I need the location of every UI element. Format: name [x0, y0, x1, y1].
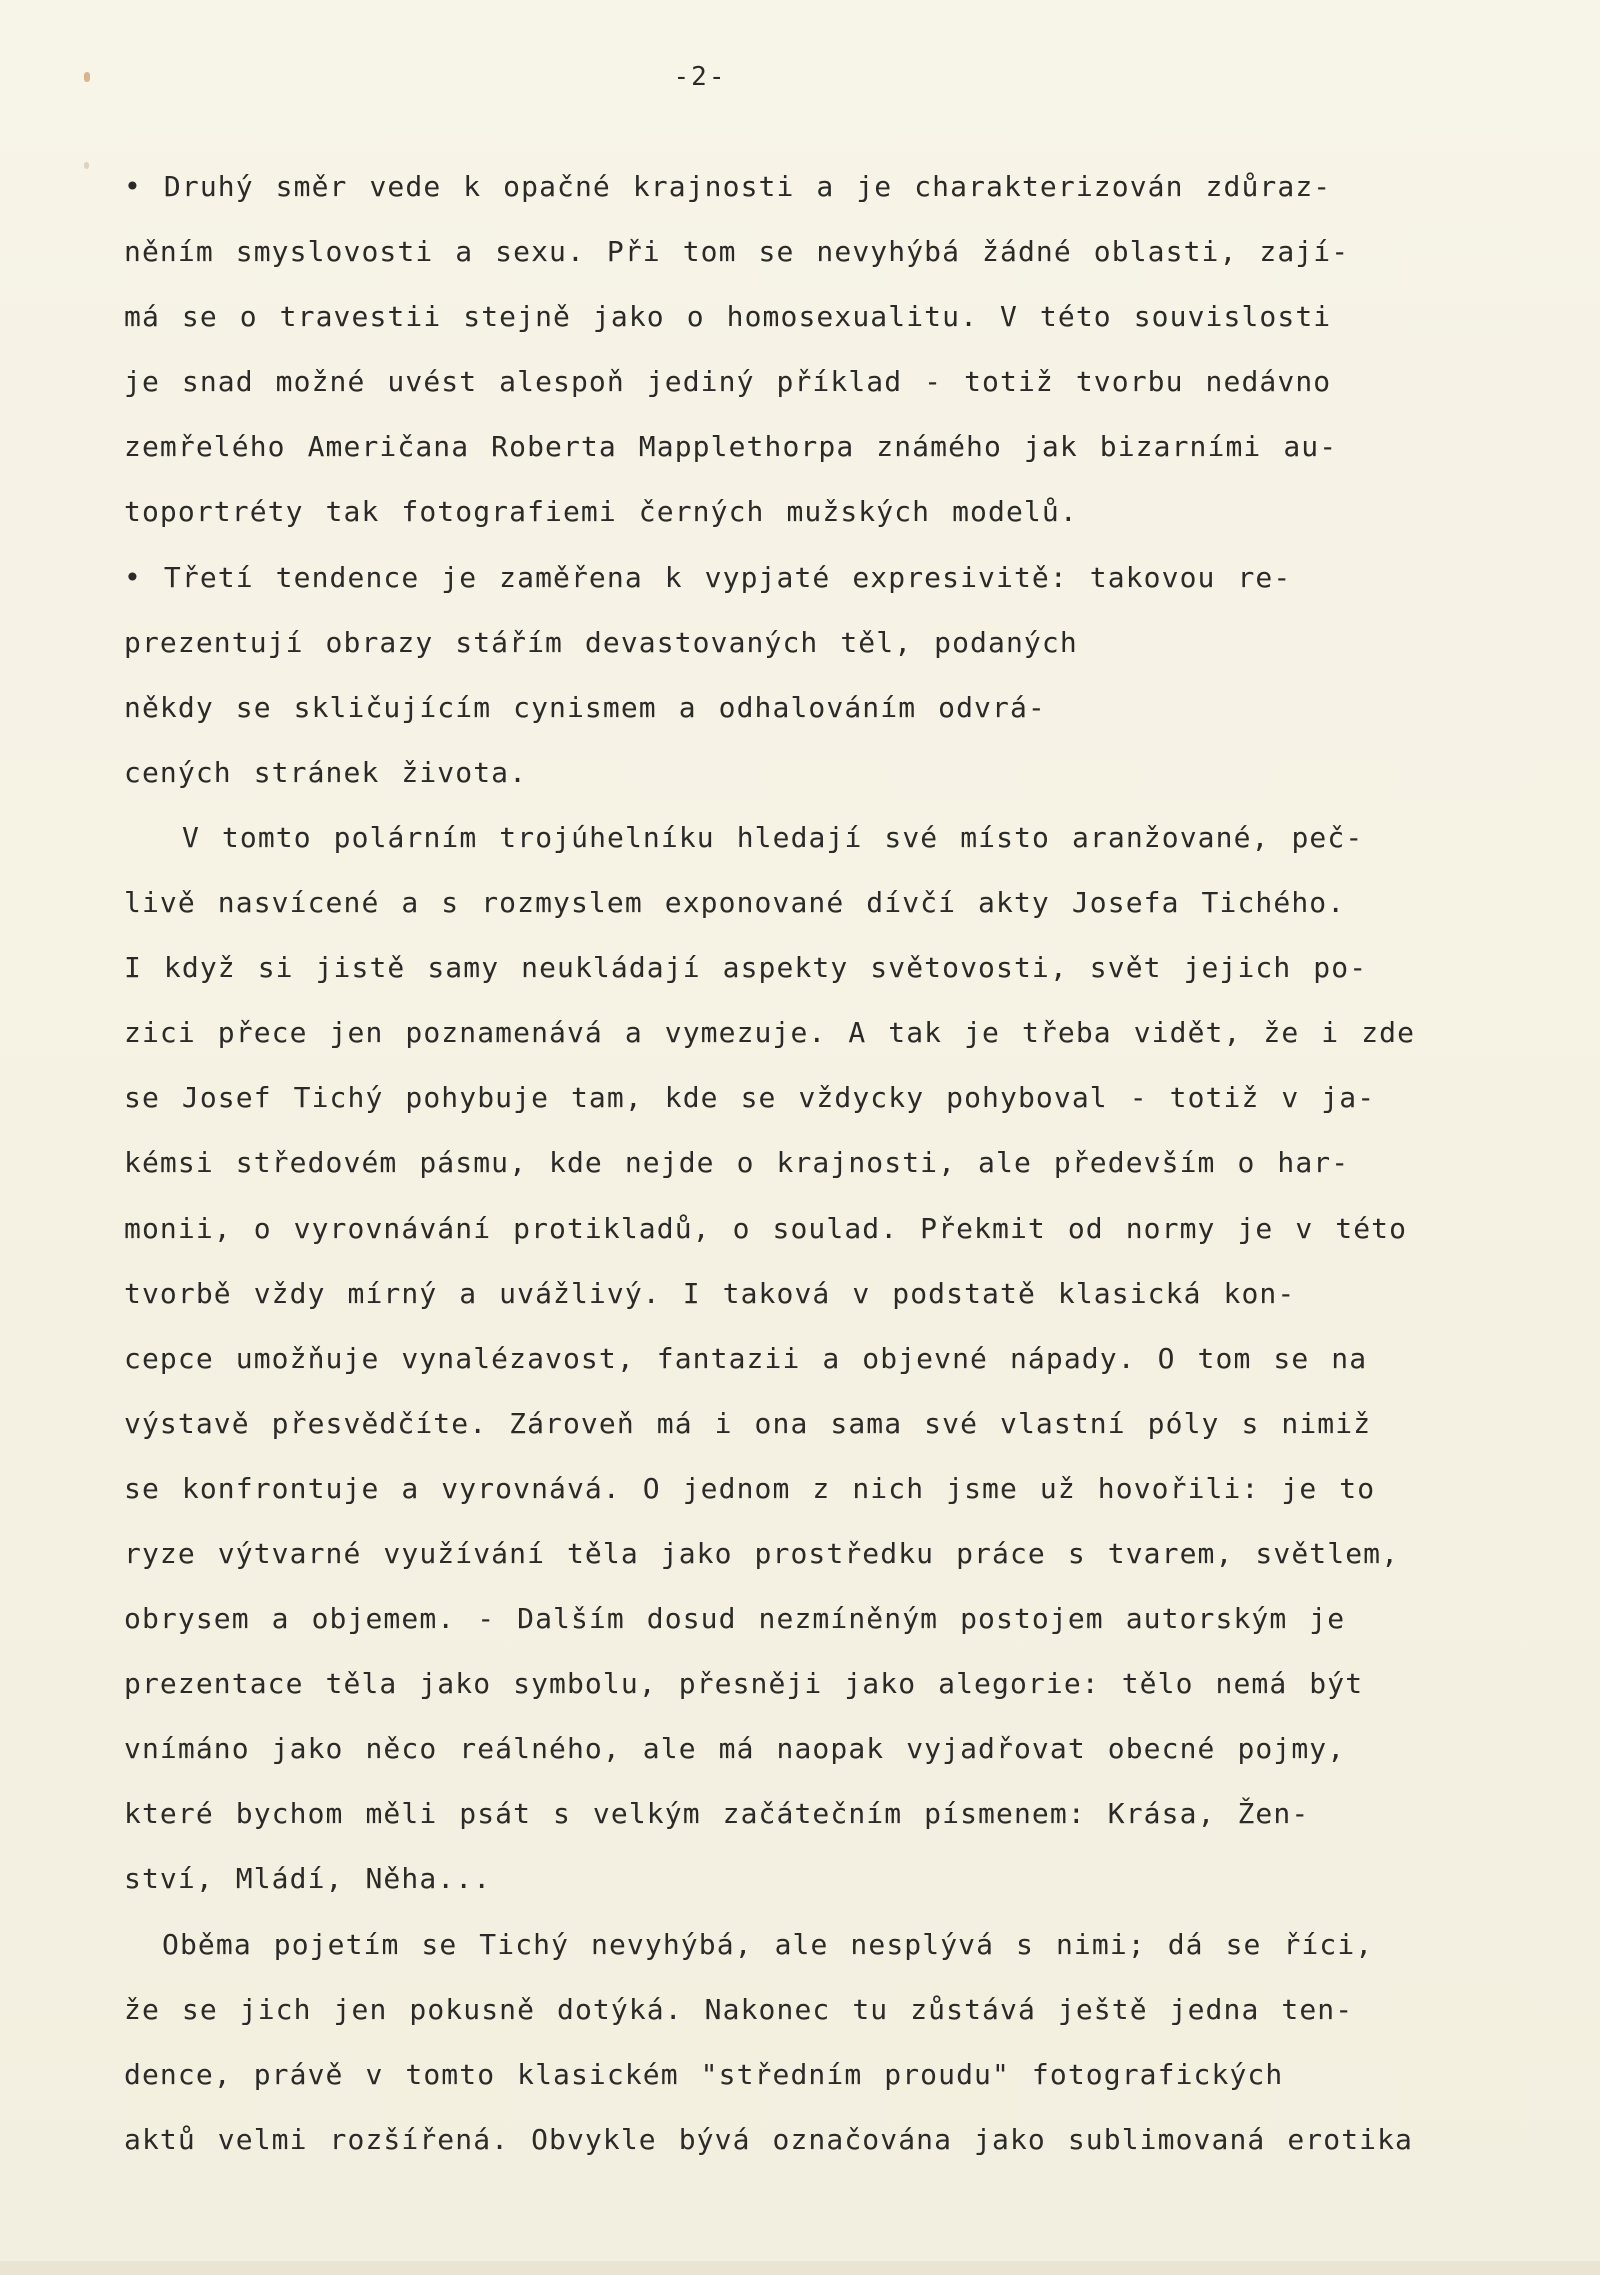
text-line: cených stránek života. [124, 755, 528, 789]
text-line: cepce umožňuje vynalézavost, fantazii a objevné nápady. O tom se na [124, 1341, 1368, 1375]
text-line: • Třetí tendence je zaměřena k vypjaté expresivitě: takovou re- [124, 560, 1292, 594]
text-line: zemřelého Američana Roberta Mapplethorpa známého jak bizarními au- [124, 430, 1338, 464]
text-line: výstavě přesvědčíte. Zároveň má i ona sama své vlastní póly s nimiž [124, 1406, 1372, 1440]
text-line: • Druhý směr vede k opačné krajnosti a je charakterizován zdůraz- [124, 170, 1332, 203]
text-line: zici přece jen poznamenává a vymezuje. A tak je třeba vidět, že i zde [124, 1016, 1416, 1050]
paper-speck [84, 162, 89, 169]
typewritten-text [124, 154, 1524, 2172]
text-line: kémsi středovém pásmu, kde nejde o krajnosti, ale především o har- [124, 1146, 1350, 1180]
text-line: monii, o vyrovnávání protikladů, o soulad. Překmit od normy je v této [124, 1211, 1408, 1245]
text-line: ryze výtvarné využívání těla jako prostředku práce s tvarem, světlem, [124, 1536, 1400, 1570]
text-line: vnímáno jako něco reálného, ale má naopak vyjadřovat obecné pojmy, [124, 1732, 1346, 1766]
text-line: aktů velmi rozšířená. Obvykle bývá označována jako sublimovaná erotika [124, 2122, 1414, 2156]
text-line: něním smyslovosti a sexu. Při tom se nevyhýbá žádné oblasti, zají- [124, 235, 1350, 269]
text-line: Oběma pojetím se Tichý nevyhýbá, ale nesplývá s nimi; dá se říci, [162, 1927, 1374, 1961]
text-line: někdy se skličujícím cynismem a odhalováním odvrá- [124, 690, 1046, 724]
text-line: obrysem a objemem. - Dalším dosud nezmíněným postojem autorským je [124, 1602, 1346, 1636]
text-line: které bychom měli psát s velkým začátečním písmenem: Krása, Žen- [124, 1797, 1310, 1831]
page-number: -2- [673, 62, 727, 92]
text-line: je snad možné uvést alespoň jediný příklad - totiž tvorbu nedávno [124, 365, 1332, 399]
text-line: se konfrontuje a vyrovnává. O jednom z nich jsme už hovořili: je to [124, 1471, 1376, 1505]
text-line: tvorbě vždy mírný a uvážlivý. I taková v podstatě klasická kon- [124, 1276, 1296, 1310]
text-line: má se o travestii stejně jako o homosexualitu. V této souvislosti [124, 300, 1332, 334]
scan-bottom-edge [0, 2261, 1600, 2275]
text-line: dence, právě v tomto klasickém "středním proudu" fotografických [124, 2057, 1284, 2091]
text-line: se Josef Tichý pohybuje tam, kde se vždycky pohyboval - totiž v ja- [124, 1081, 1376, 1115]
text-line: ství, Mládí, Něha... [124, 1862, 492, 1896]
text-line: V tomto polárním trojúhelníku hledají své místo aranžované, peč- [182, 820, 1364, 854]
text-line: livě nasvícené a s rozmyslem exponované dívčí akty Josefa Tichého. [124, 886, 1346, 920]
text-line: toportréty tak fotografiemi černých mužských modelů. [124, 495, 1078, 529]
text-line: že se jich jen pokusně dotýká. Nakonec tu zůstává ještě jedna ten- [124, 1992, 1354, 2026]
text-line: I když si jistě samy neukládají aspekty světovosti, svět jejich po- [124, 951, 1368, 985]
text-line: prezentace těla jako symbolu, přesněji jako alegorie: tělo nemá být [124, 1667, 1364, 1701]
text-line: prezentují obrazy stářím devastovaných těl, podaných [124, 625, 1078, 659]
